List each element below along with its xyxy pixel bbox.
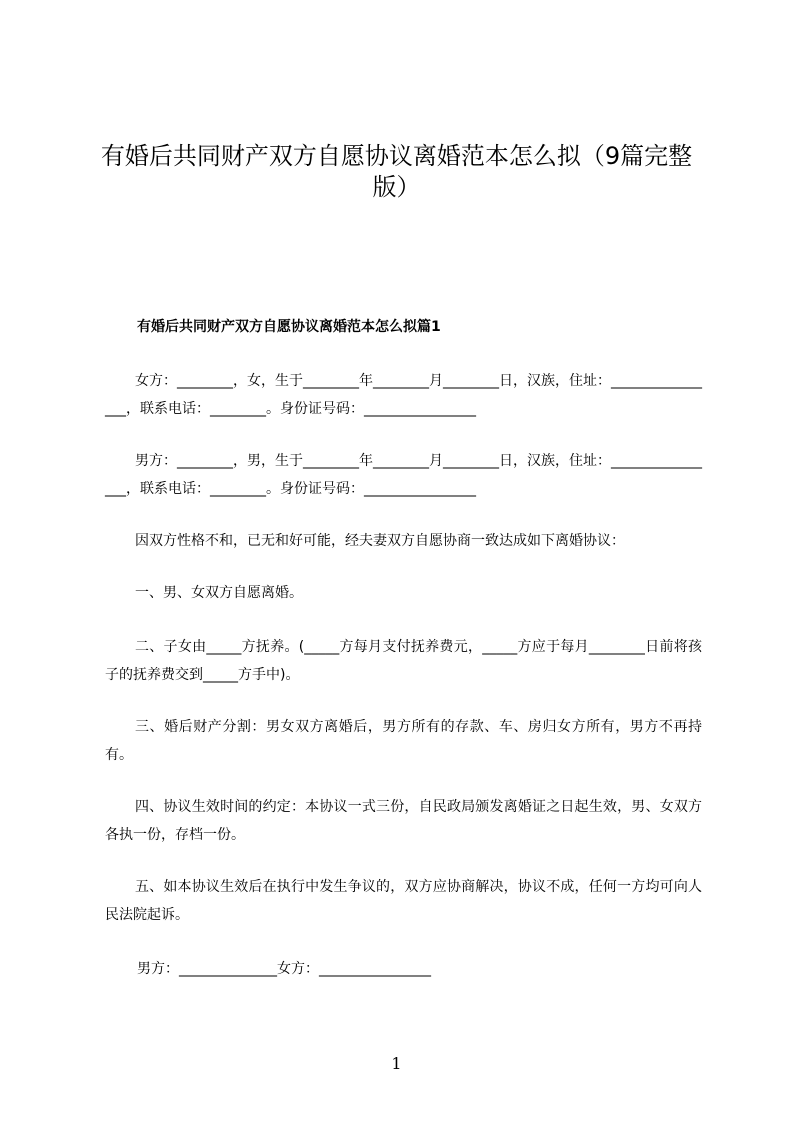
document-title: 有婚后共同财产双方自愿协议离婚范本怎么拟（9篇完整版） — [100, 142, 693, 201]
paragraph-female-party: 女方：________，女，生于________年________月________日，汉族，住址：________________，联系电话：________。身份证号码：________________ — [105, 373, 702, 417]
paragraph-male-party: 男方：________，男，生于________年________月________日，汉族，住址：________________，联系电话：________。身份证号码：________________ — [105, 453, 702, 497]
section-heading: 有婚后共同财产双方自愿协议离婚范本怎么拟篇1 — [137, 319, 441, 335]
paragraph-intro: 因双方性格不和，已无和好可能，经夫妻双方自愿协商一致达成如下离婚协议： — [135, 533, 625, 549]
paragraph-clause-4: 四、协议生效时间的约定：本协议一式三份，自民政局颁发离婚证之日起生效，男、女双方各执一份，存档一份。 — [105, 799, 702, 843]
paragraph-clause-5: 五、如本协议生效后在执行中发生争议的，双方应协商解决，协议不成，任何一方均可向人民法院起诉。 — [105, 879, 702, 923]
signature-line: 男方：______________女方：________________ — [137, 961, 431, 977]
paragraph-clause-2: 二、子女由_____方抚养。(_____方每月支付抚养费元，_____方应于每月________日前将孩子的抚养费交到_____方手中)。 — [105, 639, 702, 683]
page-number: 1 — [391, 1054, 402, 1073]
paragraph-clause-1: 一、男、女双方自愿离婚。 — [135, 585, 303, 601]
paragraph-clause-3: 三、婚后财产分割：男女双方离婚后，男方所有的存款、车、房归女方所有，男方不再持有。 — [105, 719, 702, 763]
